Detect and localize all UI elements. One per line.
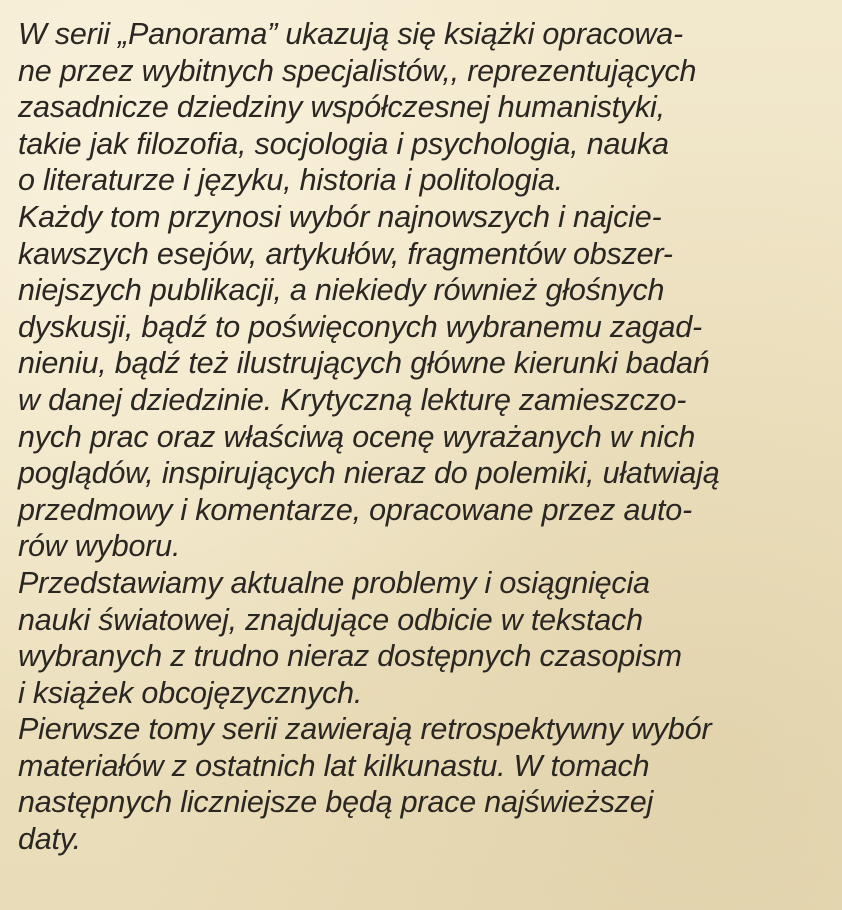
text-line: wybranych z trudno nieraz dostępnych czasopism xyxy=(18,639,682,674)
text-line: następnych liczniejsze będą prace najświeższej xyxy=(18,785,654,820)
text-line: poglądów, inspirujących nieraz do polemiki, ułatwiają xyxy=(18,456,720,491)
text-line: rów wyboru. xyxy=(18,529,181,564)
text-line: Każdy tom przynosi wybór najnowszych i najcie- xyxy=(18,199,662,234)
text-line: i książek obcojęzycznych. xyxy=(18,675,363,710)
text-line: materiałów z ostatnich lat kilkunastu. W tomach xyxy=(18,748,650,783)
text-line: W serii „Panorama” ukazują się książki opracowa- xyxy=(18,17,684,51)
text-line: ne przez wybitnych specjalistów,, reprezentujących xyxy=(18,53,697,88)
text-line: daty. xyxy=(18,822,81,857)
text-line: dyskusji, bądź to poświęconych wybranemu zagad- xyxy=(18,309,702,344)
text-line: niejszych publikacji, a niekiedy również głośnych xyxy=(18,273,665,308)
text-line: nych prac oraz właściwą ocenę wyrażanych w nich xyxy=(18,419,696,454)
series-description-text xyxy=(18,16,828,858)
text-line: nauki światowej, znajdujące odbicie w tekstach xyxy=(18,602,643,637)
text-line: w danej dziedzinie. Krytyczną lekturę zamieszczo- xyxy=(18,382,687,417)
text-line: takie jak filozofia, socjologia i psychologia, nauka xyxy=(18,126,669,161)
text-line: przedmowy i komentarze, opracowane przez auto- xyxy=(18,492,692,527)
text-line: Pierwsze tomy serii zawierają retrospektywny wybór xyxy=(18,712,712,747)
text-line: o literaturze i języku, historia i politologia. xyxy=(18,163,563,198)
text-line: nieniu, bądź też ilustrujących główne kierunki badań xyxy=(18,346,710,381)
text-line: Przedstawiamy aktualne problemy i osiągnięcia xyxy=(18,565,650,600)
text-line: kawszych esejów, artykułów, fragmentów obszer- xyxy=(18,236,673,271)
text-line: zasadnicze dziedziny współczesnej humanistyki, xyxy=(18,90,665,125)
